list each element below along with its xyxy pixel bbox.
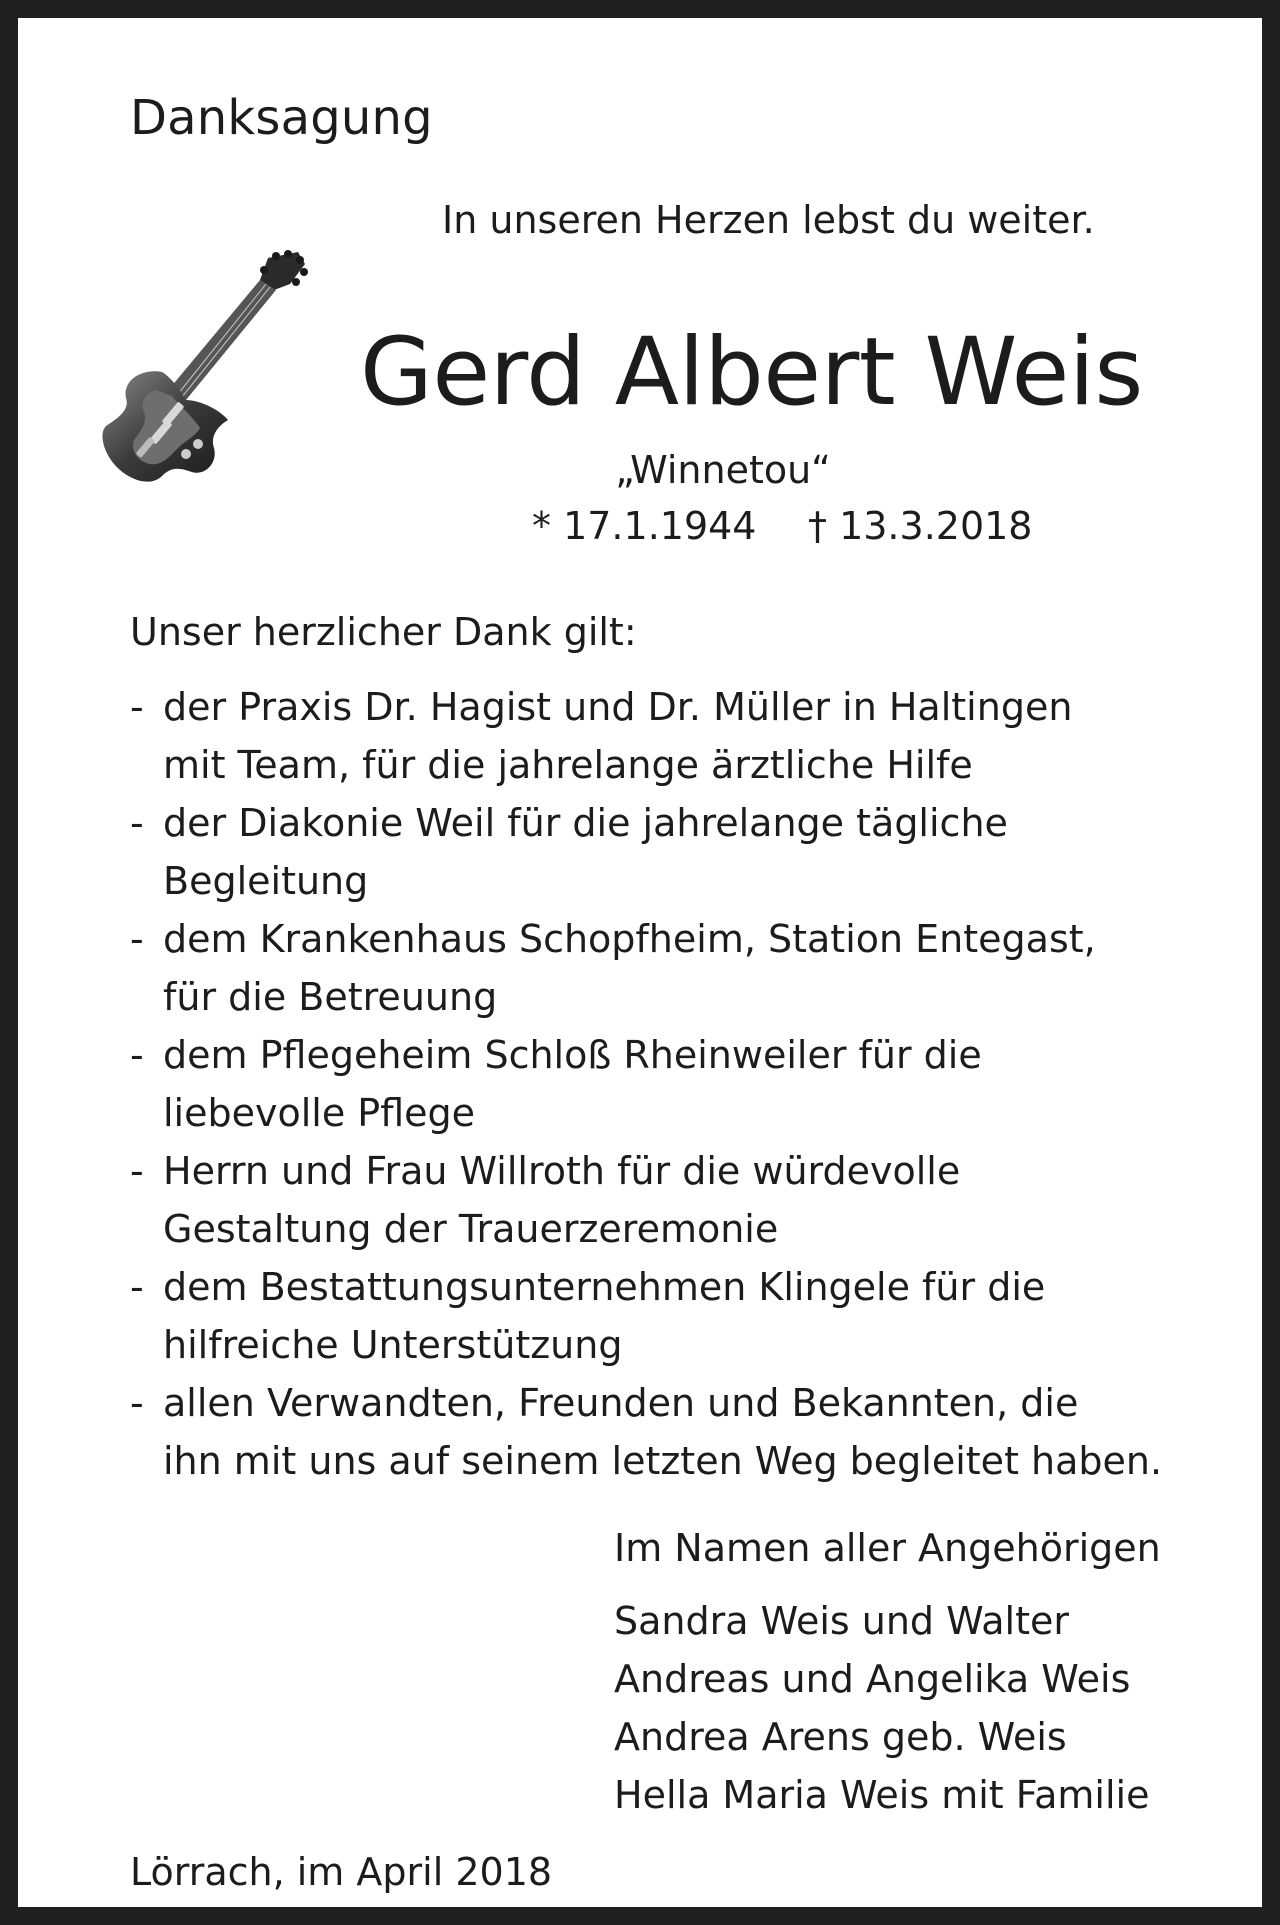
list-dash: - — [130, 1149, 144, 1193]
list-item — [130, 678, 1162, 794]
thanks-list — [130, 678, 1162, 1490]
on-behalf-line: Im Namen aller Angehörigen — [614, 1526, 1161, 1570]
list-item — [130, 1026, 1162, 1142]
list-item-text: der Diakonie Weil für die jahrelange tägliche Begleitung — [163, 801, 1008, 903]
list-item-text: dem Pflegeheim Schloß Rheinweiler für die liebevolle Pflege — [163, 1033, 982, 1135]
motto: In unseren Herzen lebst du weiter. — [442, 198, 1095, 242]
list-item-text: allen Verwandten, Freunden und Bekannten, die ihn mit uns auf seinem letzten Weg begleitet haben. — [163, 1381, 1163, 1483]
signer: Andreas und Angelika Weis — [614, 1657, 1131, 1701]
list-item — [130, 1258, 1162, 1374]
list-dash: - — [130, 685, 144, 729]
death-date: † 13.3.2018 — [808, 504, 1033, 548]
list-item-text: dem Bestattungsunternehmen Klingele für die hilfreiche Unterstützung — [163, 1265, 1046, 1367]
deceased-name: Gerd Albert Weis — [360, 318, 1143, 427]
list-dash: - — [130, 1033, 144, 1077]
list-dash: - — [130, 1381, 144, 1425]
list-item — [130, 1142, 1162, 1258]
list-item — [130, 910, 1162, 1026]
signer: Andrea Arens geb. Weis — [614, 1715, 1067, 1759]
list-item — [130, 794, 1162, 910]
list-item — [130, 1374, 1162, 1490]
list-dash: - — [130, 917, 144, 961]
signers-list — [614, 1592, 1150, 1824]
list-item-text: dem Krankenhaus Schopfheim, Station Entegast, für die Betreuung — [163, 917, 1096, 1019]
list-item-text: Herrn und Frau Willroth für die würdevolle Gestaltung der Trauerzeremonie — [163, 1149, 961, 1251]
list-dash: - — [130, 1265, 144, 1309]
nickname: „Winnetou“ — [615, 448, 831, 492]
heading: Danksagung — [130, 90, 433, 146]
signer: Hella Maria Weis mit Familie — [614, 1773, 1150, 1817]
list-dash: - — [130, 801, 144, 845]
thanks-intro: Unser herzlicher Dank gilt: — [130, 610, 637, 654]
birth-date: * 17.1.1944 — [532, 504, 757, 548]
signer: Sandra Weis und Walter — [614, 1599, 1070, 1643]
place-date: Lörrach, im April 2018 — [130, 1850, 553, 1894]
list-item-text: der Praxis Dr. Hagist und Dr. Müller in Haltingen mit Team, für die jahrelange ärztliche Hilfe — [163, 685, 1073, 787]
